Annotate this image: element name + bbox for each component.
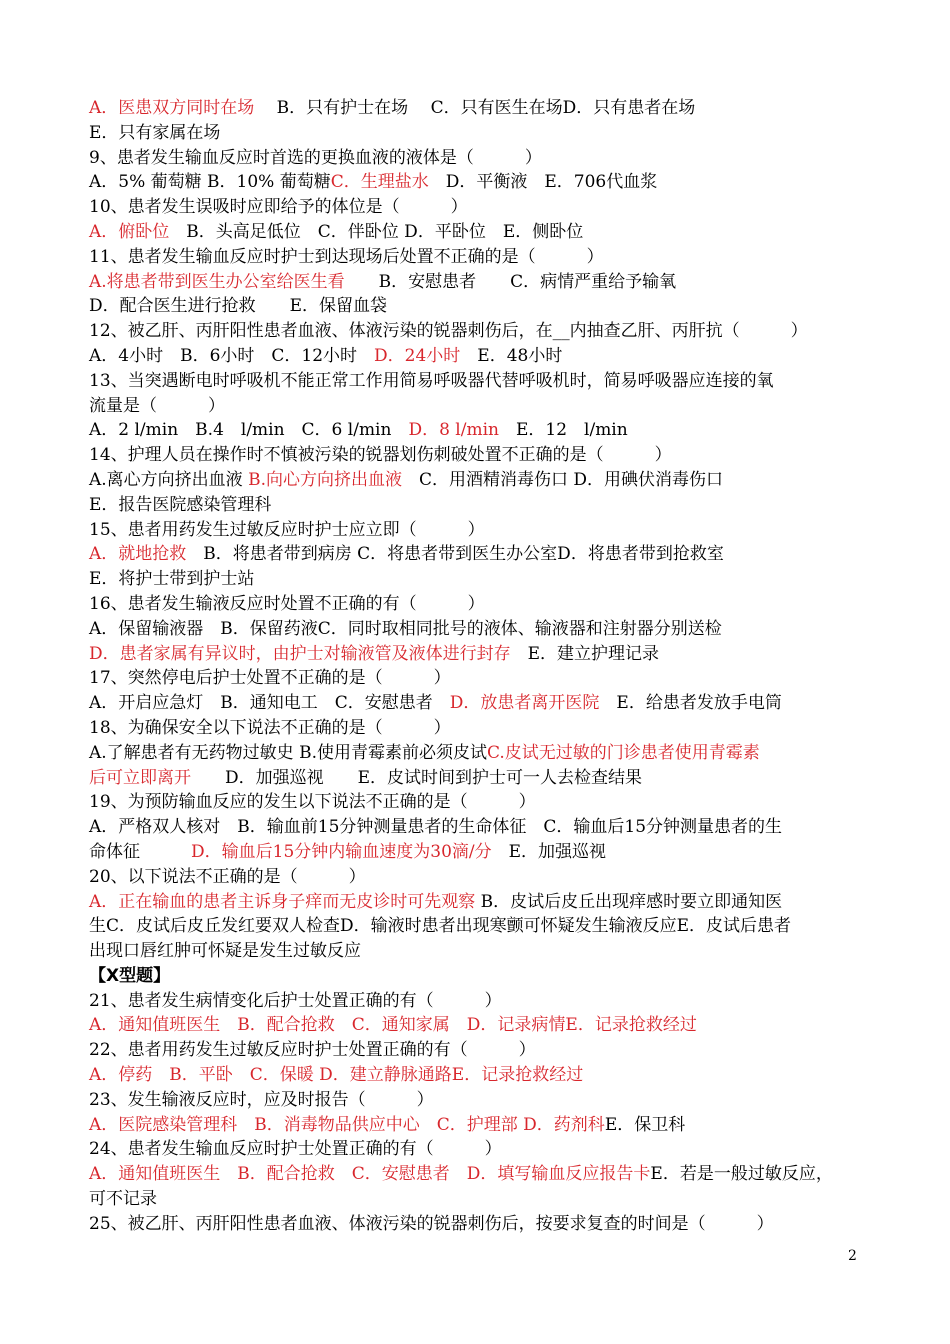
question-text: 23、发生输液反应时，应及时报告（ ） (89, 1089, 434, 1110)
question-text: 14、护理人员在操作时不慎被污染的锐器划伤刺破处置不正确的是（ ） (89, 445, 672, 466)
answer-text: C．生理盐水 (330, 172, 429, 193)
question-text: 10、患者发生误吸时应即给予的体位是（ ） (89, 197, 468, 218)
text-line (89, 939, 869, 964)
text-line (89, 1063, 869, 1088)
question-text: 生C．皮试后皮丘发红要双人检查D．输液时患者出现寒颤可怀疑发生输液反应E．皮试后患者 (89, 916, 792, 937)
question-text: A．4小时 B．6小时 C．12小时 (89, 345, 375, 366)
question-text: C．用酒精消毒伤口 D．用碘伏消毒伤口 (402, 469, 724, 490)
text-line (89, 394, 869, 419)
text-line (89, 220, 869, 245)
answer-text: A．正在输血的患者主诉身子痒而无皮诊时可先观察 (89, 891, 476, 912)
question-text: 16、患者发生输液反应时处置不正确的有（ ） (89, 593, 485, 614)
text-line (89, 1162, 869, 1187)
answer-text: A．停药 B．平卧 C．保暖 D．建立静脉通路E．记录抢救经过 (89, 1065, 584, 1086)
text-line (89, 418, 869, 443)
text-line (89, 741, 869, 766)
question-text: 17、突然停电后护士处置不正确的是（ ） (89, 668, 451, 689)
text-line (89, 815, 869, 840)
text-line (89, 468, 869, 493)
question-text: 13、当突遇断电时呼吸机不能正常工作用简易呼吸器代替呼吸机时，简易呼吸器应连接的氧 (89, 370, 774, 391)
question-text: 20、以下说法不正确的是（ ） (89, 866, 366, 887)
question-text: E．报告医院感染管理科 (89, 494, 272, 515)
text-line (89, 1013, 869, 1038)
question-text: 流量是（ ） (89, 395, 225, 416)
text-line (89, 121, 869, 146)
text-line (89, 1187, 869, 1212)
question-text: E．加强巡视 (491, 841, 607, 862)
text-line (89, 542, 869, 567)
question-text: A.离心方向挤出血液 (89, 469, 249, 490)
text-line (89, 890, 869, 915)
answer-text: 后可立即离开 (89, 767, 191, 788)
text-line (89, 1038, 869, 1063)
question-text: B．安慰患者 C．病情严重给予输氧 (344, 271, 677, 292)
text-line (89, 617, 869, 642)
question-text: 24、患者发生输血反应时护士处置正确的有（ ） (89, 1139, 502, 1160)
question-text: 25、被乙肝、丙肝阳性患者血液、体液污染的锐器刺伤后，按要求复查的时间是（ ） (89, 1213, 774, 1234)
question-text: E．12 l/min (498, 420, 628, 441)
question-text: 19、为预防输血反应的发生以下说法不正确的是（ ） (89, 792, 536, 813)
question-text: E．将护士带到护士站 (89, 569, 255, 590)
text-line (89, 790, 869, 815)
text-line (89, 294, 869, 319)
text-line (89, 592, 869, 617)
question-text: 11、患者发生输血反应时护士到达现场后处置不正确的是（ ） (89, 246, 604, 267)
question-text: E．48小时 (460, 345, 563, 366)
answer-text: A．通知值班医生 B．配合抢救 C．通知家属 D．记录病情E．记录抢救经过 (89, 1015, 697, 1036)
text-line (89, 989, 869, 1014)
text-line (89, 443, 869, 468)
question-text: 12、被乙肝、丙肝阳性患者血液、体液污染的锐器刺伤后，在__内抽查乙肝、丙肝抗（ ） (89, 321, 808, 342)
text-line (89, 96, 869, 121)
question-text: 9、患者发生输血反应时首选的更换血液的液体是（ ） (89, 147, 542, 168)
question-text: A．5% 葡萄糖 B．10% 葡萄糖 (89, 172, 331, 193)
answer-text: A.将患者带到医生办公室给医生看 (89, 271, 345, 292)
question-text: 15、患者用药发生过敏反应时护士应立即（ ） (89, 519, 485, 540)
text-line (89, 914, 869, 939)
question-text: A.了解患者有无药物过敏史 B.使用青霉素前必须皮试 (89, 742, 487, 763)
question-text: B．头高足低位 C．伴卧位 D．平卧位 E．侧卧位 (169, 221, 584, 242)
text-line (89, 567, 869, 592)
question-text: 出现口唇红肿可怀疑是发生过敏反应 (89, 941, 361, 962)
text-line (89, 766, 869, 791)
question-text: 21、患者发生病情变化后护士处置正确的有（ ） (89, 990, 502, 1011)
question-text: 22、患者用药发生过敏反应时护士处置正确的有（ ） (89, 1040, 536, 1061)
answer-text: D．输血后15分钟内输血速度为30滴/分 (191, 841, 492, 862)
question-text: A．2 l/min B.4 l/min C．6 l/min (89, 420, 409, 441)
text-line (89, 518, 869, 543)
answer-text: A．医患双方同时在场 (89, 98, 255, 118)
text-line (89, 1212, 869, 1237)
answer-text: D．24小时 (374, 345, 461, 366)
question-text: E．只有家属在场 (89, 122, 221, 143)
text-line (89, 146, 869, 171)
question-text: E．建立护理记录 (510, 643, 660, 664)
text-line (89, 319, 869, 344)
text-line (89, 493, 869, 518)
question-text: E．保卫科 (604, 1114, 686, 1135)
text-line (89, 1088, 869, 1113)
text-line (89, 865, 869, 890)
answer-text: B.向心方向挤出血液 (248, 469, 402, 490)
question-text: A．保留输液器 B．保留药液C．同时取相同批号的液体、输液器和注射器分别送检 (89, 618, 722, 639)
answer-text: D．患者家属有异议时，由护士对输液管及液体进行封存 (89, 643, 511, 664)
text-line (89, 245, 869, 270)
answer-text: D．8 l/min (408, 420, 499, 441)
answer-text: A．就地抢救 (89, 544, 187, 565)
text-line (89, 1137, 869, 1162)
section-heading: 【X型题】 (89, 965, 171, 986)
text-line (89, 1113, 869, 1138)
answer-text: A．医院感染管理科 B．消毒物品供应中心 C．护理部 D．药剂科 (89, 1114, 605, 1135)
question-text: D．平衡液 E．706代血浆 (428, 172, 658, 193)
answer-text: D．放患者离开医院 (449, 693, 600, 714)
answer-text: C.皮试无过敏的门诊患者使用青霉素 (486, 742, 760, 763)
question-text: B．将患者带到病房 C．将患者带到医生办公室D．将患者带到抢救室 (186, 544, 724, 565)
text-line (89, 369, 869, 394)
question-text: A．严格双人核对 B．输血前15分钟测量患者的生命体征 C．输血后15分钟测量患者的生 (89, 817, 783, 838)
page-number: 2 (848, 1248, 857, 1264)
question-text: 18、为确保安全以下说法不正确的是（ ） (89, 717, 451, 738)
text-line (89, 716, 869, 741)
question-text: D．加强巡视 E．皮试时间到护士可一人去检查结果 (191, 767, 643, 788)
question-text: 命体征 (89, 841, 191, 862)
text-line (89, 964, 869, 989)
text-line (89, 270, 869, 295)
text-line (89, 195, 869, 220)
text-line (89, 840, 869, 865)
question-text: D．配合医生进行抢救 E．保留血袋 (89, 296, 388, 317)
text-line (89, 691, 869, 716)
question-text: B．只有护士在场 C．只有医生在场D．只有患者在场 (254, 98, 696, 118)
question-text: B．皮试后皮丘出现痒感时要立即通知医 (475, 891, 783, 912)
answer-text: A．通知值班医生 B．配合抢救 C．安慰患者 D．填写输血反应报告卡 (89, 1164, 651, 1185)
answer-text: A．俯卧位 (89, 221, 170, 242)
text-line (89, 642, 869, 667)
text-line (89, 344, 869, 369)
text-line (89, 666, 869, 691)
exam-content (89, 96, 869, 1237)
question-text: A．开启应急灯 B．通知电工 C．安慰患者 (89, 693, 450, 714)
question-text: E．给患者发放手电筒 (599, 693, 782, 714)
text-line (89, 170, 869, 195)
question-text: E．若是一般过敏反应， (650, 1164, 833, 1185)
question-text: 可不记录 (89, 1189, 157, 1210)
